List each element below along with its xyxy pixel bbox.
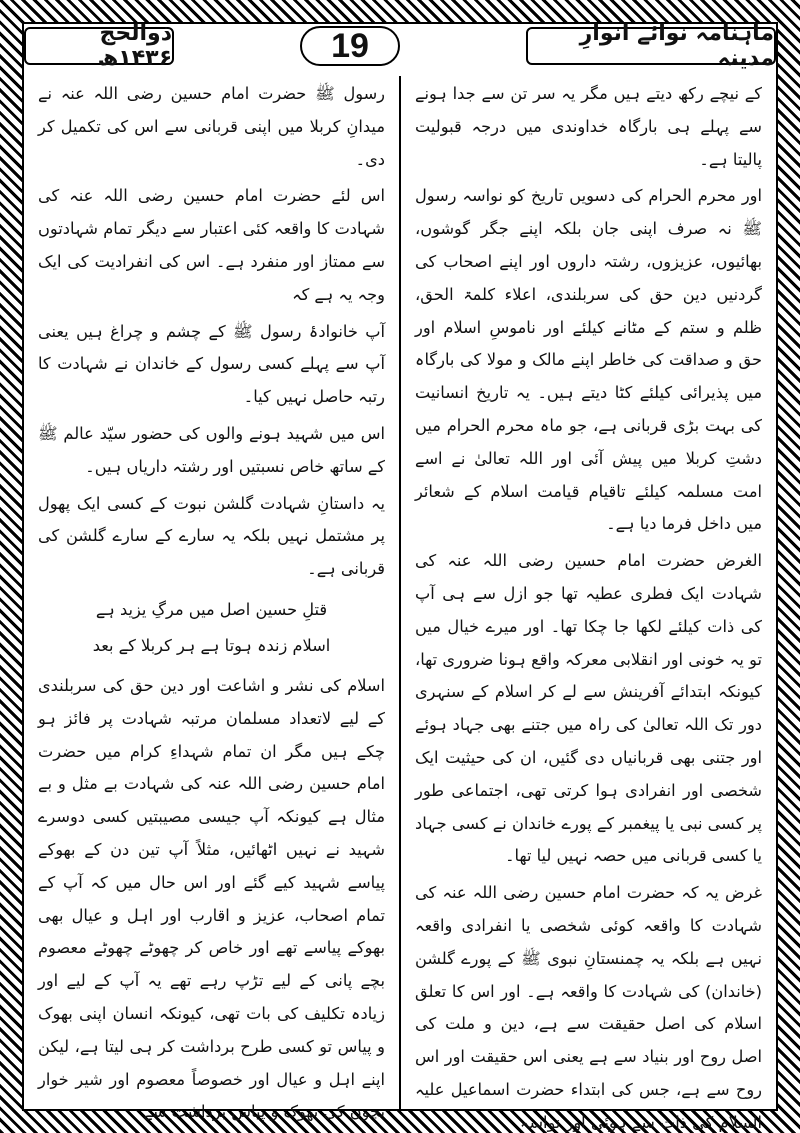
paragraph: غرض یہ کہ حضرت امام حسین رضی اللہ عنہ کی شہادت کا واقعہ کوئی شخصی یا انفرادی واقعہ نہیں ہے بلکہ یہ چمنستانِ نبوی ﷺ کے پورے گلشن (خاندان) کی شہادت کا واقعہ ہے۔ اور اس کا تعلق اسلام کی اصل حقیقت سے ہے، دین و ملت کی اصل روح اور بنیاد سے ہے یعنی اس حقیقت اور اس روح سے ہے، جس کی ابتداء حضرت اسماعیل علیہ السلام کی ذات سے ہوئی اور نواسہ (415, 883, 762, 1132)
right-column (401, 72, 776, 1132)
couplet-line: اسلام زندہ ہوتا ہے ہر کربلا کے بعد (92, 635, 331, 655)
article-body (24, 72, 776, 1132)
paragraph: اسلام کی نشر و اشاعت اور دین حق کی سربلندی کے لیے لاتعداد مسلمان مرتبہ شہادت پر فائز ہو چکے ہیں مگر ان تمام شہداءِ کرام میں حضرت امام حسین رضی اللہ عنہ کی شہادت بے مثل و بے مثال ہے کیونکہ آپ جیسی مصیبتیں کسی دوسرے شہید نے نہیں اٹھائیں، مثلاً آپ تین دن کے بھوکے پیاسے شہید کیے گئے اور اس حال میں کہ آپ کے تمام اصحاب، عزیز و اقارب اور اہل و عیال بھی بھوکے پیاسے تھے اور خاص کر چھوٹے چھوٹے معصوم بچے پانی کے لیے تڑپ رہے تھے یہ آپ کے لیے اور زیادہ تکلیف کی بات تھی، کیونکہ انسان اپنی بھوک و پیاس تو کسی طرح برداشت کر ہی لیتا ہے، لیکن اپنے اہل و عیال اور خصوصاً معصوم اور شیر خوار بچوں کی بھوک و پیاس برداشت سے (38, 675, 385, 1122)
couplet-line: قتلِ حسین اصل میں مرگِ یزید ہے (95, 599, 328, 619)
paragraph: اس لئے حضرت امام حسین رضی اللہ عنہ کی شہادت کا واقعہ کئی اعتبار سے دیگر تمام شہادتوں سے ممتاز اور منفرد ہے۔ اس کی انفرادیت کی ایک وجہ یہ ہے کہ (38, 186, 385, 304)
poetry-couplet (38, 592, 385, 664)
paragraph: کے نیچے رکھ دیتے ہیں مگر یہ سر تن سے جدا ہونے سے پہلے ہی بارگاہ خداوندی میں درجہ قبولیت پالیتا ہے۔ (415, 84, 762, 169)
page-header (24, 21, 776, 71)
paragraph: اور محرم الحرام کی دسویں تاریخ کو نواسہ رسول ﷺ نہ صرف اپنی جان بلکہ اپنے جگر گوشوں، بھائیوں، عزیزوں، رشتہ داروں اور اپنے اصحاب کی گردنیں دین حق کی سربلندی، اعلاء کلمۃ الحق، ظلم و ستم کے مٹانے کیلئے اور ناموسِ اسلام اور حق و صداقت کی خاطر اپنے مالک و مولا کی بارگاہ میں پذیرائی کیلئے کٹا دیتے ہیں۔ یہ تاریخ انسانیت کی بہت بڑی قربانی ہے، جو ماہ محرم الحرام میں دشتِ کربلا میں پیش آئی اور اللہ تعالیٰ نے اسے امت مسلمہ کیلئے تاقیام قیامت اسلام کے شعائر میں داخل فرما دیا ہے۔ (415, 186, 762, 534)
magazine-title: ماہنامہ نوائے انوارِ مدینہ (526, 27, 776, 65)
paragraph: رسول ﷺ حضرت امام حسین رضی اللہ عنہ نے میدانِ کربلا میں اپنی قربانی سے اس کی تکمیل کر دی۔ (38, 84, 385, 169)
page-number: 19 (300, 26, 400, 66)
left-column (24, 72, 399, 1122)
paragraph: الغرض حضرت امام حسین رضی اللہ عنہ کی شہادت ایک فطری عطیہ تھا جو ازل سے ہی آپ کی ذات کیلئے لکھا جا چکا تھا۔ اور میرے خیال میں تو یہ خونی اور انقلابی معرکہ واقع ہونا ضروری تھا، کیونکہ ابتدائے آفرینش سے لے کر اسلام کے سنہری دور تک اللہ تعالیٰ کی راہ میں جتنے بھی جہاد ہوئے اور جتنی بھی قربانیاں دی گئیں، ان کی حیثیت ایک شخصی اور انفرادی ہوا کرتی تھی، اجتماعی طور پر کسی نبی یا پیغمبر کے پورے خاندان نے کسی جہاد یا کسی قربانی میں حصہ نہیں لیا تھا۔ (415, 551, 762, 866)
paragraph: اس میں شہید ہونے والوں کی حضور سیّد عالم ﷺ کے ساتھ خاص نسبتیں اور رشتہ داریاں ہیں۔ (38, 423, 385, 476)
issue-date: ذوالحج ۱۴۳۶ھ (24, 27, 174, 65)
paragraph: یہ داستانِ شہادت گلشن نبوت کے کسی ایک پھول پر مشتمل نہیں بلکہ یہ سارے کے سارے گلشن کی قربانی ہے۔ (38, 493, 385, 579)
paragraph: آپ خانوادۂ رسول ﷺ کے چشم و چراغ ہیں یعنی آپ سے پہلے کسی رسول کے خاندان نے شہادت کا رتبہ حاصل نہیں کیا۔ (38, 321, 385, 407)
